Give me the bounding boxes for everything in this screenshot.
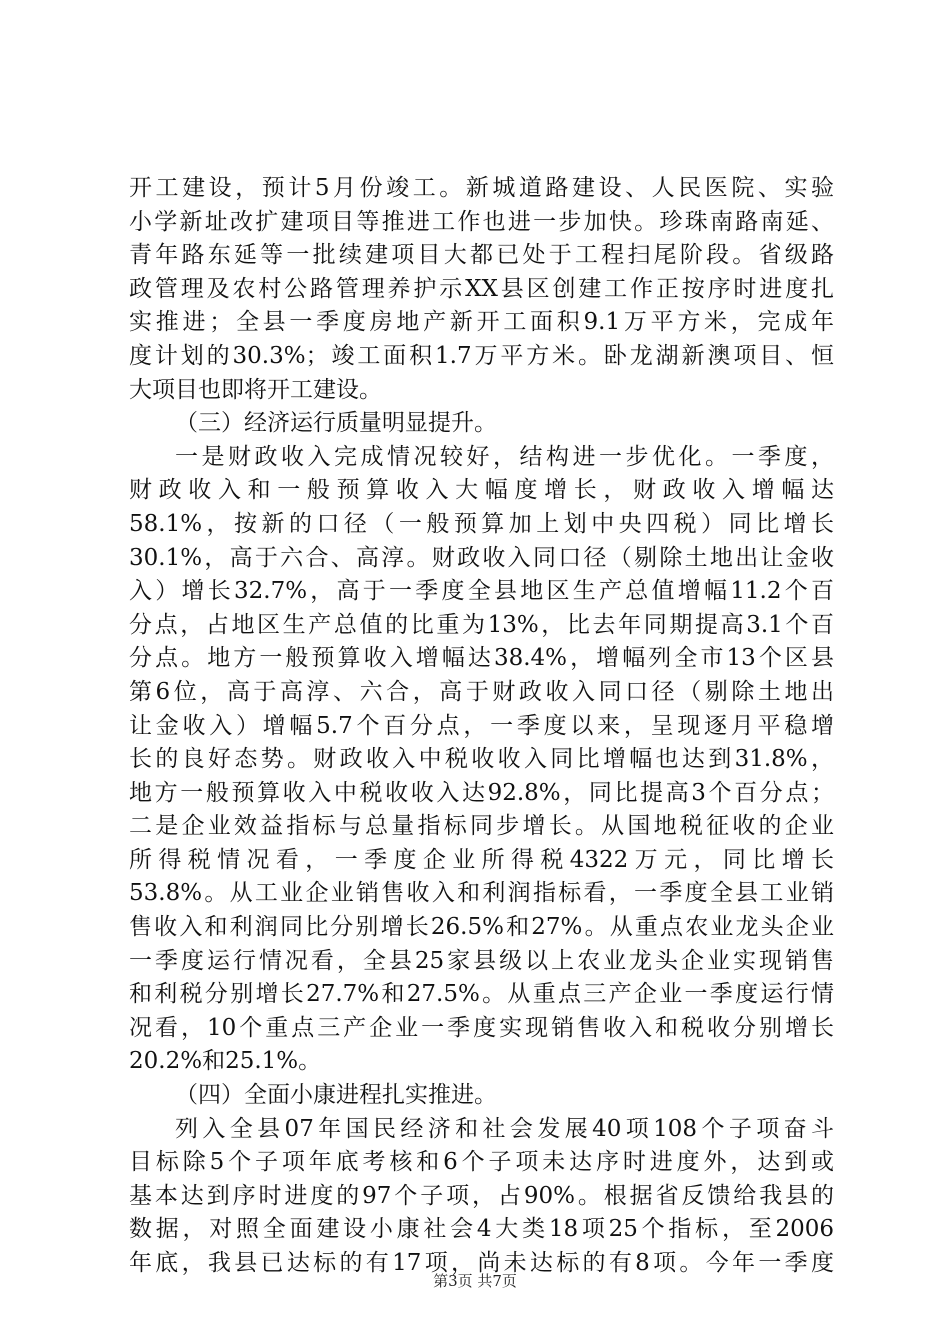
text-line: 二是企业效益指标与总量指标同步增长。从国地税征收的企业 bbox=[129, 813, 834, 840]
text-line: 长的良好态势。财政收入中税收收入同比增幅也达到31.8%， bbox=[129, 746, 834, 773]
text-line: 目标除5个子项年底考核和6个子项未达序时进度外，达到或 bbox=[129, 1149, 834, 1176]
text-line: 况看，10个重点三产企业一季度实现销售收入和税收分别增长 bbox=[129, 1014, 834, 1041]
text-line: 一季度运行情况看，全县25家县级以上农业龙头企业实现销售 bbox=[129, 947, 834, 974]
text-line: （四）全面小康进程扎实推进。 bbox=[175, 1082, 497, 1109]
text-line: 青年路东延等一批续建项目大都已处于工程扫尾阶段。省级路 bbox=[129, 242, 834, 269]
text-line: 20.2%和25.1%。 bbox=[129, 1048, 322, 1075]
text-line: 基本达到序时进度的97个子项，占90%。根据省反馈给我县的 bbox=[129, 1182, 834, 1209]
text-line: 大项目也即将开工建设。 bbox=[129, 376, 382, 403]
text-line: （三）经济运行质量明显提升。 bbox=[175, 410, 497, 437]
text-line: 度计划的30.3%；竣工面积1.7万平方米。卧龙湖新澳项目、恒 bbox=[129, 342, 834, 369]
text-line: 政管理及农村公路管理养护示XX县区创建工作正按序时进度扎 bbox=[129, 275, 834, 302]
text-line: 58.1%，按新的口径（一般预算加上划中央四税）同比增长 bbox=[129, 510, 834, 537]
text-line: 小学新址改扩建项目等推进工作也进一步加快。珍珠南路南延、 bbox=[129, 208, 834, 235]
text-line: 让金收入）增幅5.7个百分点，一季度以来，呈现逐月平稳增 bbox=[129, 712, 834, 739]
text-line: 地方一般预算收入中税收收入达92.8%，同比提高3个百分点； bbox=[129, 779, 834, 806]
text-line: 和利税分别增长27.7%和27.5%。从重点三产企业一季度运行情 bbox=[129, 981, 834, 1008]
document-body bbox=[129, 172, 834, 1281]
text-line: 入）增长32.7%，高于一季度全县地区生产总值增幅11.2个百 bbox=[129, 578, 834, 605]
text-line: 财政收入和一般预算收入大幅度增长，财政收入增幅达 bbox=[129, 477, 834, 504]
text-line: 所得税情况看，一季度企业所得税4322万元，同比增长 bbox=[129, 846, 834, 873]
page-footer: 第3页 共7页 bbox=[433, 1272, 517, 1290]
text-line: 年底，我县已达标的有17项，尚未达标的有8项。今年一季度 bbox=[129, 1250, 834, 1276]
text-line: 一是财政收入完成情况较好，结构进一步优化。一季度， bbox=[175, 443, 834, 470]
text-line: 53.8%。从工业企业销售收入和利润指标看，一季度全县工业销 bbox=[129, 880, 834, 907]
text-line: 第6位，高于高淳、六合，高于财政收入同口径（剔除土地出 bbox=[129, 678, 834, 705]
text-line: 开工建设，预计5月份竣工。新城道路建设、人民医院、实验 bbox=[129, 175, 834, 201]
text-line: 售收入和利润同比分别增长26.5%和27%。从重点农业龙头企业 bbox=[129, 914, 834, 941]
text-line: 实推进；全县一季度房地产新开工面积9.1万平方米，完成年 bbox=[129, 309, 834, 336]
text-line: 分点。地方一般预算收入增幅达38.4%，增幅列全市13个区县 bbox=[129, 645, 834, 672]
text-line: 分点，占地区生产总值的比重为13%，比去年同期提高3.1个百 bbox=[129, 611, 834, 638]
text-line: 数据，对照全面建设小康社会4大类18项25个指标，至2006 bbox=[129, 1216, 834, 1243]
text-line: 列入全县07年国民经济和社会发展40项108个子项奋斗 bbox=[175, 1115, 834, 1142]
text-line: 30.1%，高于六合、高淳。财政收入同口径（剔除土地出让金收 bbox=[129, 544, 834, 571]
